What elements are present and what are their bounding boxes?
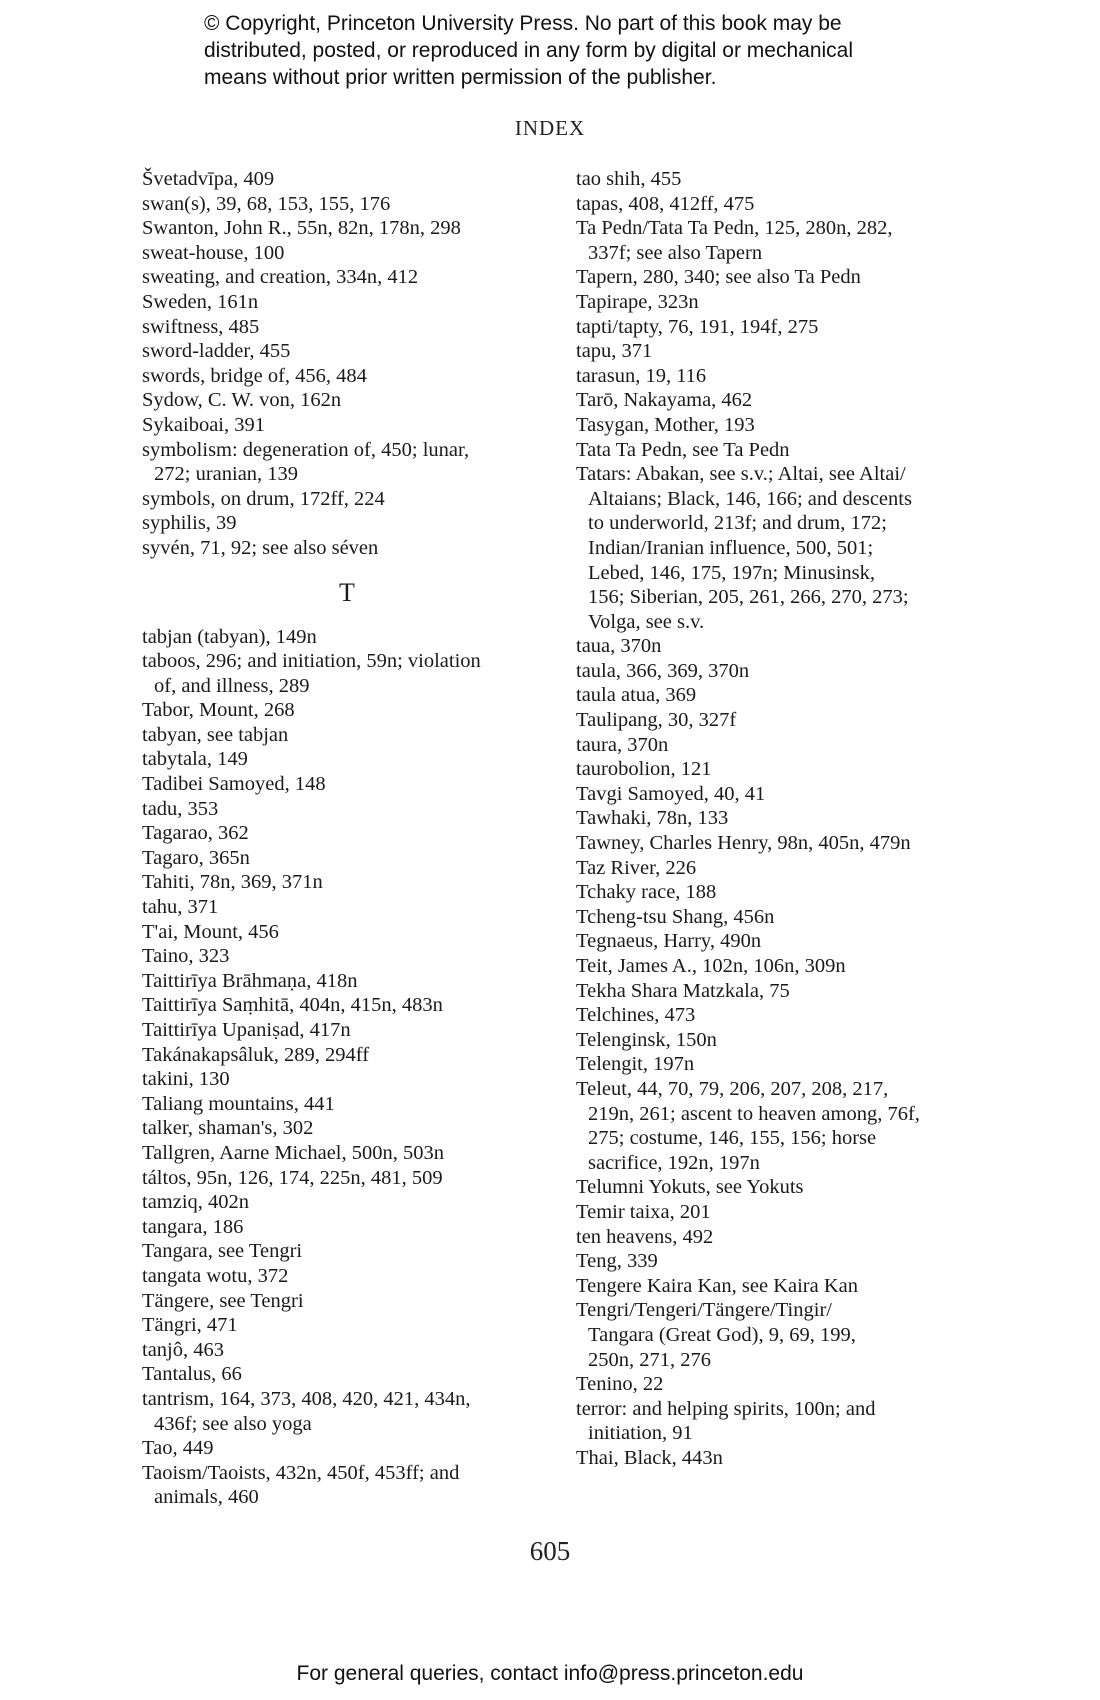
index-entry: tarasun, 19, 116 (576, 364, 707, 387)
index-entry-continuation: 219n, 261; ascent to heaven among, 76f, (588, 1102, 920, 1125)
index-entry: Tarō, Nakayama, 462 (576, 389, 753, 412)
index-entry: Ta Pedn/Tata Ta Pedn, 125, 280n, 282, (576, 217, 893, 240)
index-entry-continuation: 436f; see also yoga (154, 1412, 312, 1435)
page-number: 605 (529, 1536, 571, 1566)
index-entry: Tawhaki, 78n, 133 (576, 807, 729, 830)
index-entry-continuation: 275; costume, 146, 155, 156; horse (588, 1127, 877, 1150)
index-entry: Sykaiboai, 391 (142, 413, 265, 436)
index-entry: Tenino, 22 (576, 1373, 664, 1396)
index-entry: tamziq, 402n (142, 1191, 250, 1214)
index-entry-continuation: animals, 460 (154, 1486, 259, 1509)
index-entry: Tasygan, Mother, 193 (576, 413, 755, 436)
index-entry: Tängri, 471 (142, 1314, 238, 1337)
index-entry: Tatars: Abakan, see s.v.; Altai, see Altai/ (576, 463, 906, 486)
index-entry: sword-ladder, 455 (142, 340, 291, 363)
index-entry: Teleut, 44, 70, 79, 206, 207, 208, 217, (576, 1077, 889, 1100)
index-entry: Tchaky race, 188 (576, 881, 717, 904)
section-letter: T (339, 577, 355, 607)
copyright-notice (204, 10, 924, 91)
index-entry: Taino, 323 (142, 945, 230, 968)
index-entry-continuation: Lebed, 146, 175, 197n; Minusinsk, (588, 561, 875, 584)
index-entry: Tcheng-tsu Shang, 456n (576, 905, 775, 928)
index-entry-continuation: Altaians; Black, 146, 166; and descents (588, 487, 912, 510)
index-entry: Telengit, 197n (576, 1053, 695, 1076)
index-entry-continuation: 250n, 271, 276 (588, 1348, 711, 1371)
index-entry: Tängere, see Tengri (142, 1289, 304, 1312)
index-entry: tabyan, see tabjan (142, 723, 289, 746)
footer-contact: For general queries, contact info@press.princeton.edu (296, 1662, 804, 1685)
index-entry-continuation: sacrifice, 192n, 197n (588, 1151, 760, 1174)
index-entry: tabjan (tabyan), 149n (142, 625, 317, 648)
index-entry: Tengere Kaira Kan, see Kaira Kan (576, 1274, 858, 1297)
index-entry: Teit, James A., 102n, 106n, 309n (576, 955, 846, 977)
index-entry: T'ai, Mount, 456 (142, 920, 279, 943)
index-entry: Telchines, 473 (576, 1004, 696, 1027)
index-entry: talker, shaman's, 302 (142, 1117, 314, 1140)
index-entry: Tavgi Samoyed, 40, 41 (576, 782, 766, 805)
index-entry: tapu, 371 (576, 340, 653, 363)
index-entry-continuation: 337f; see also Tapern (588, 241, 763, 264)
index-entry: taura, 370n (576, 733, 669, 756)
copyright-line: © Copyright, Princeton University Press. No part of this book may be (204, 12, 842, 35)
index-entry-continuation: 156; Siberian, 205, 261, 266, 270, 273; (588, 586, 909, 609)
index-entry: Tahiti, 78n, 369, 371n (142, 871, 323, 894)
index-entry: tapti/tapty, 76, 191, 194f, 275 (576, 315, 819, 338)
index-entry: Tallgren, Aarne Michael, 500n, 503n (142, 1141, 444, 1164)
index-entry: Telenginsk, 150n (576, 1028, 717, 1051)
index-entry: Taittirīya Upaniṣad, 417n (142, 1019, 351, 1041)
index-entry-continuation: of, and illness, 289 (154, 674, 310, 697)
index-entry: Tata Ta Pedn, see Ta Pedn (576, 438, 790, 461)
index-entry: taurobolion, 121 (576, 758, 712, 781)
index-entry: tabytala, 149 (142, 748, 248, 771)
index-entry: syvén, 71, 92; see also séven (142, 536, 379, 559)
index-entry: Tadibei Samoyed, 148 (142, 773, 326, 796)
index-entry: Tapern, 280, 340; see also Ta Pedn (576, 266, 861, 289)
index-entry: tanjô, 463 (142, 1338, 224, 1361)
index-entry: Tao, 449 (142, 1437, 214, 1460)
index-entry: Telumni Yokuts, see Yokuts (576, 1176, 804, 1199)
index-entry: Taoism/Taoists, 432n, 450f, 453ff; and (142, 1461, 460, 1484)
copyright-line: distributed, posted, or reproduced in any form by digital or mechanical (204, 39, 854, 62)
index-column-left (142, 167, 552, 1510)
index-column-right (576, 167, 996, 1470)
index-entry: tapas, 408, 412ff, 475 (576, 192, 755, 215)
index-entry-continuation: 272; uranian, 139 (154, 463, 299, 486)
index-entry: Tegnaeus, Harry, 490n (576, 930, 762, 953)
index-entry: swiftness, 485 (142, 315, 260, 338)
index-entry: taula atua, 369 (576, 684, 697, 707)
index-entry: takini, 130 (142, 1068, 230, 1091)
index-entry: táltos, 95n, 126, 174, 225n, 481, 509 (142, 1166, 443, 1189)
index-entry: Tapirape, 323n (576, 290, 699, 313)
index-entry: tangara, 186 (142, 1215, 244, 1238)
index-entry: Tagaro, 365n (142, 846, 250, 869)
index-entry: Temir taixa, 201 (576, 1200, 711, 1223)
index-entry: tantrism, 164, 373, 408, 420, 421, 434n, (142, 1387, 471, 1410)
index-entry: symbols, on drum, 172ff, 224 (142, 487, 385, 510)
index-entry: ten heavens, 492 (576, 1225, 714, 1248)
index-entry: tao shih, 455 (576, 168, 682, 190)
index-entry: Tabor, Mount, 268 (142, 699, 295, 722)
index-entry: symbolism: degeneration of, 450; lunar, (142, 438, 470, 461)
index-entry: swords, bridge of, 456, 484 (142, 364, 367, 387)
running-head: INDEX (514, 116, 586, 140)
index-entry: taua, 370n (576, 635, 662, 658)
index-entry-continuation: Tangara (Great God), 9, 69, 199, (588, 1323, 856, 1346)
index-entry: Takánakapsâluk, 289, 294ff (142, 1043, 370, 1066)
index-entry-continuation: to underworld, 213f; and drum, 172; (588, 512, 887, 535)
index-entry: syphilis, 39 (142, 512, 237, 535)
index-entry: taula, 366, 369, 370n (576, 659, 750, 682)
index-entry: taboos, 296; and initiation, 59n; violation (142, 650, 481, 673)
index-entry: swan(s), 39, 68, 153, 155, 176 (142, 192, 391, 215)
index-entry: Taz River, 226 (576, 856, 697, 879)
index-entry: Swanton, John R., 55n, 82n, 178n, 298 (142, 217, 461, 240)
copyright-line: means without prior written permission of the publisher. (204, 66, 717, 89)
index-entry-continuation: Indian/Iranian influence, 500, 501; (588, 536, 874, 559)
index-entry-continuation: Volga, see s.v. (588, 610, 705, 633)
index-entry: tahu, 371 (142, 896, 219, 919)
index-entry: Tantalus, 66 (142, 1363, 242, 1386)
index-entry-continuation: initiation, 91 (588, 1422, 693, 1445)
index-entry: Tengri/Tengeri/Tängere/Tingir/ (576, 1299, 832, 1322)
index-entry: sweat-house, 100 (142, 241, 285, 264)
index-entry: Tagarao, 362 (142, 822, 249, 845)
index-entry: Thai, Black, 443n (576, 1446, 723, 1469)
index-entry: Taittirīya Brāhmaṇa, 418n (142, 969, 358, 992)
index-entry: Švetadvīpa, 409 (142, 168, 275, 190)
index-entry: Sydow, C. W. von, 162n (142, 389, 342, 412)
index-entry: Sweden, 161n (142, 290, 259, 313)
index-entry: Teng, 339 (576, 1250, 658, 1273)
index-entry: tangata wotu, 372 (142, 1264, 289, 1287)
index-entry: sweating, and creation, 334n, 412 (142, 266, 419, 289)
index-entry: Tawney, Charles Henry, 98n, 405n, 479n (576, 832, 911, 855)
index-entry: terror: and helping spirits, 100n; and (576, 1397, 876, 1420)
index-entry: Taulipang, 30, 327f (576, 709, 737, 732)
index-entry: Tangara, see Tengri (142, 1240, 303, 1263)
index-entry: Taliang mountains, 441 (142, 1092, 335, 1115)
index-entry: Taittirīya Saṃhitā, 404n, 415n, 483n (142, 994, 443, 1017)
index-entry: tadu, 353 (142, 797, 219, 820)
index-entry: Tekha Shara Matzkala, 75 (576, 979, 790, 1002)
